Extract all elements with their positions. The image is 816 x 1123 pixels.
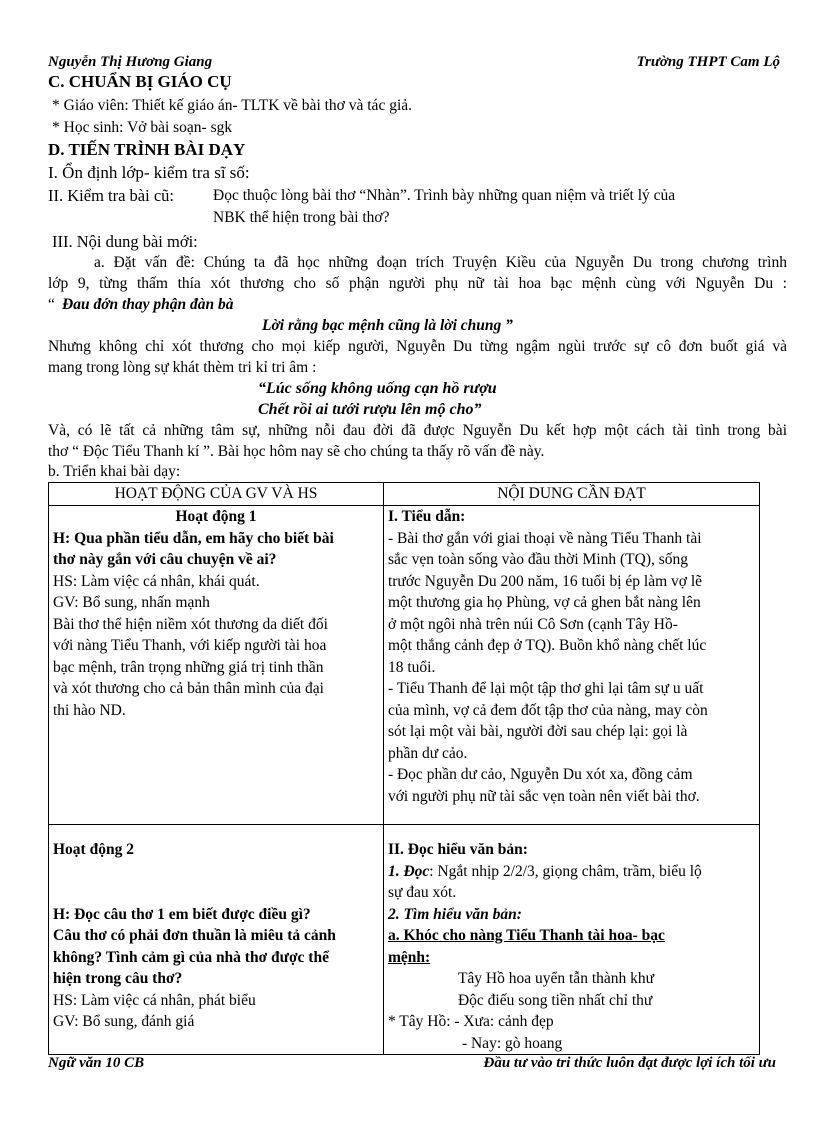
para-2-line-1: Nhưng không chỉ xót thương cho mọi kiếp người, Nguyễn Du từng ngậm ngùi trước sự cô đơn buốt giá và <box>48 338 787 355</box>
para-3-line-2: thơ “ Độc Tiểu Thanh kí ”. Bài học hôm nay sẽ cho chúng ta thấy rõ vấn đề này. <box>48 443 545 460</box>
header-school: Trường THPT Cam Lộ <box>636 54 780 70</box>
activity-2-hs: HS: Làm việc cá nhân, phát biểu <box>53 991 256 1009</box>
row-1-left <box>49 506 384 825</box>
intro-line-7: 18 tuổi. <box>387 658 436 676</box>
sub-a-line-1: a. Khóc cho nàng Tiểu Thanh tài hoa- bạc <box>387 927 665 944</box>
intro-title: I. Tiểu dẫn: <box>387 508 466 525</box>
intro-line-9: của mình, vợ cả đem đốt tập thơ của nàng, may còn <box>387 701 708 719</box>
quote-1-open: “ <box>48 296 55 313</box>
sub-a-line-2: mệnh: <box>387 948 431 966</box>
intro-line-2: lớp 9, từng thấm thía xót thương cho số phận người phụ nữ tài hoa bạc mệnh cùng với Nguyễn Du : <box>48 275 787 292</box>
poem-line-2: Độc điếu song tiền nhất chỉ thư <box>457 991 653 1009</box>
col-2-header: NỘI DUNG CẦN ĐẠT <box>383 483 759 506</box>
intro-line-10: sót lại một vài bài, người đời sau chép lại: gọi là <box>387 723 688 740</box>
reading-section-title: II. Đọc hiểu văn bản: <box>387 841 528 858</box>
quote-1-line-1: Đau đớn thay phận đàn bà <box>62 296 234 313</box>
item-2-label: II. Kiểm tra bài cũ: <box>48 186 174 205</box>
activity-2-question-3: không? Tình cảm gì của nhà thơ được thể <box>53 948 329 966</box>
row-1-right <box>383 506 759 825</box>
intro-line-4: một thương gia họ Phùng, vợ cả ghen bắt nàng lên <box>387 594 701 611</box>
activity-1-para-4: và xót thương cho cả bản thân mình của đại <box>53 680 324 697</box>
item-3: III. Nội dung bài mới: <box>52 232 198 251</box>
intro-line-8: - Tiểu Thanh để lại một tập thơ ghi lại tâm sự u uất <box>387 680 704 697</box>
student-prep: * Học sinh: Vở bài soạn- sgk <box>52 119 233 136</box>
para-3-line-1: Và, có lẽ tất cả những tâm sự, những nỗi đau đời đã được Nguyễn Du kết hợp một cách tài tình trong bài <box>48 422 787 439</box>
intro-line-11: phần dư cảo. <box>387 744 468 762</box>
read-text-2: sự đau xót. <box>387 884 457 901</box>
footer-subject: Ngữ văn 10 CB <box>48 1055 145 1071</box>
section-c-title: C. CHUẨN BỊ GIÁO CỤ <box>48 72 232 91</box>
intro-line-3: trước Nguyễn Du 200 năm, 16 tuổi bị ép làm vợ lẽ <box>387 572 703 590</box>
activity-1-question-1: H: Qua phần tiểu dẫn, em hãy cho biết bài <box>53 529 334 547</box>
activity-1-para-3: bạc mệnh, trân trọng những giá trị tinh thần <box>53 658 324 676</box>
teacher-prep: * Giáo viên: Thiết kế giáo án- TLTK về bài thơ và tác giả. <box>52 97 413 114</box>
activity-1-gv: GV: Bổ sung, nhấn mạnh <box>53 594 210 611</box>
col-1-header: HOẠT ĐỘNG CỦA GV VÀ HS <box>49 483 384 506</box>
activity-1-title: Hoạt động 1 <box>175 508 257 525</box>
study-label: 2. Tìm hiểu văn bản: <box>387 905 522 923</box>
activity-2-question-4: hiện trong câu thơ? <box>53 970 183 987</box>
intro-line-1: - Bài thơ gắn với giai thoại về nàng Tiểu Thanh tài <box>387 529 702 547</box>
tay-ho-now: - Nay: gò hoang <box>461 1034 563 1052</box>
activity-1-para-5: thi hào ND. <box>53 701 126 719</box>
activity-2-gv: GV: Bổ sung, đánh giá <box>53 1013 195 1030</box>
item-1: I. Ổn định lớp- kiểm tra sĩ số: <box>48 163 250 182</box>
section-d-title: D. TIẾN TRÌNH BÀI DẠY <box>48 140 246 159</box>
quote-1-line-2: Lời rằng bạc mệnh cũng là lời chung ” <box>262 317 513 334</box>
intro-line-2: sắc vẹn toàn sống vào đầu thời Minh (TQ), sống <box>387 551 689 568</box>
activity-1-para-2: với nàng Tiểu Thanh, với kiếp người tài hoa <box>53 637 327 654</box>
para-2-line-2: mang trong lòng sự khát thèm tri kỉ tri âm : <box>48 359 317 376</box>
read-label: 1. Đọc <box>387 862 430 880</box>
tay-ho-label: * Tây Hồ: - Xưa: cảnh đẹp <box>387 1013 554 1030</box>
activity-1-question-2: thơ này gắn với câu chuyện về ai? <box>53 551 277 568</box>
row-2-left <box>49 825 384 1055</box>
poem-line-1: Tây Hồ hoa uyển tẫn thành khư <box>457 970 655 987</box>
item-2-text-1: Đọc thuộc lòng bài thơ “Nhàn”. Trình bày những quan niệm và triết lý của <box>213 187 676 204</box>
read-text-1: : Ngắt nhịp 2/2/3, giọng châm, trầm, biểu lộ <box>429 862 702 880</box>
lesson-table <box>48 482 760 1055</box>
intro-line-13: với người phụ nữ tài sắc vẹn toàn nên viết bài thơ. <box>387 787 700 805</box>
intro-line-5: ở một ngôi nhà trên núi Cô Sơn (cạnh Tây Hồ- <box>387 615 678 633</box>
item-2-text-2: NBK thể hiện trong bài thơ? <box>213 209 390 226</box>
intro-line-6: một thắng cảnh đẹp ở TQ). Buồn khổ nàng chết lúc <box>387 637 707 654</box>
activity-2-title: Hoạt động 2 <box>53 841 134 858</box>
activity-2-question-2: Câu thơ có phải đơn thuần là miêu tả cảnh <box>53 927 336 944</box>
footer-motto: Đầu tư vào tri thức luôn đạt được lợi ích tối ưu <box>483 1055 776 1071</box>
header-author: Nguyễn Thị Hương Giang <box>48 54 213 70</box>
row-2-right <box>383 825 759 1055</box>
quote-2-line-1: “Lúc sống không uống cạn hồ rượu <box>258 380 497 397</box>
quote-2-line-2: Chết rồi ai tưới rượu lên mộ cho” <box>258 401 482 418</box>
item-b: b. Triển khai bài dạy: <box>48 463 181 480</box>
intro-line-1: a. Đặt vấn đề: Chúng ta đã học những đoạn trích Truyện Kiều của Nguyễn Du trong chương trình <box>94 254 787 271</box>
activity-1-para-1: Bài thơ thể hiện niềm xót thương da diết đối <box>53 615 328 633</box>
activity-1-hs: HS: Làm việc cá nhân, khái quát. <box>53 572 260 590</box>
activity-2-question-1: H: Đọc câu thơ 1 em biết được điều gì? <box>53 905 311 923</box>
intro-line-12: - Đọc phần dư cảo, Nguyễn Du xót xa, đồng cảm <box>387 766 693 783</box>
